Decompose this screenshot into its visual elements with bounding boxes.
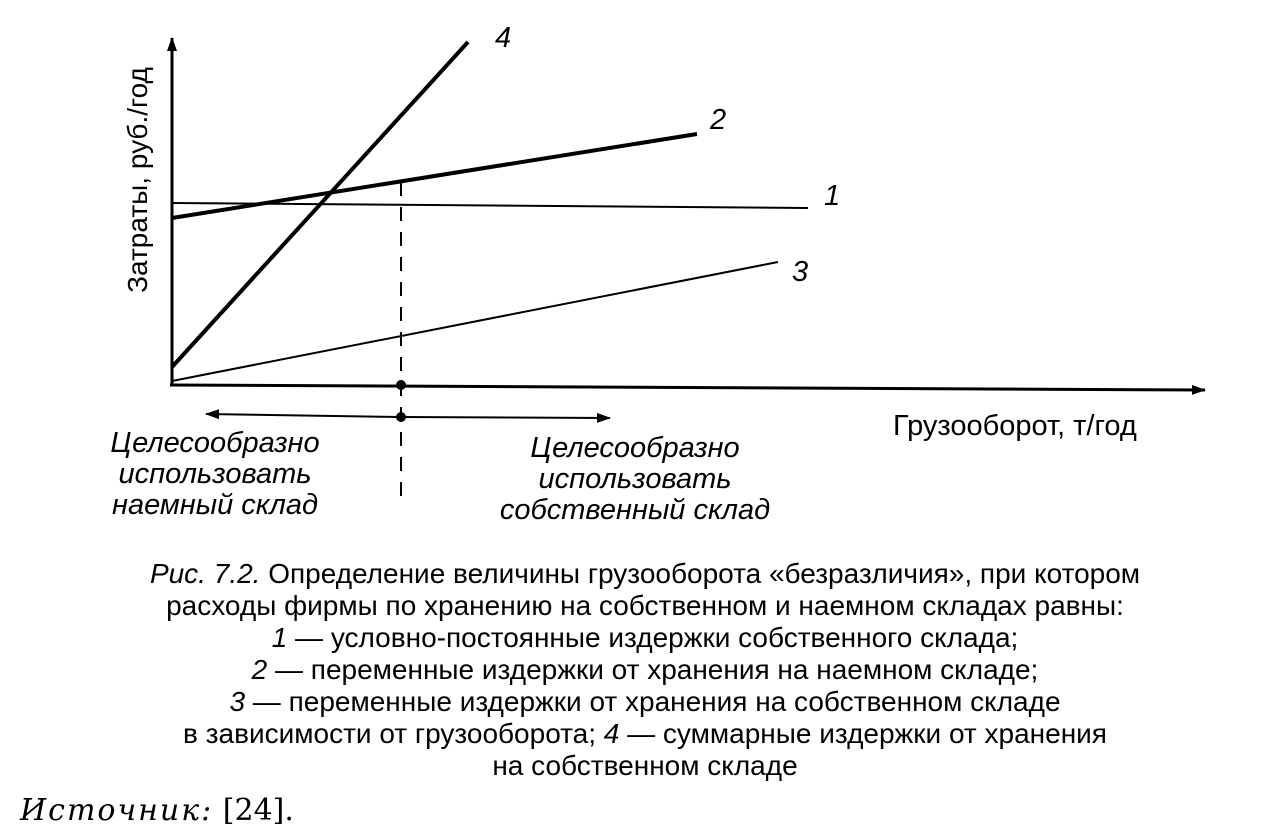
caption-item-3 [20,686,1270,718]
source-label: Источник: [20,793,214,828]
zone-left-line-3: наемный склад [112,489,318,521]
zone-right-line-1: Целесообразно [530,432,740,464]
zone-left-line-2: использовать [118,458,312,490]
caption-item-2 [20,654,1270,686]
source-ref: [24]. [213,793,294,828]
caption-line-7: на собственном складе [492,750,798,781]
caption-item-1-text: — условно-постоянные издержки собственного склада; [287,622,1019,653]
caption-line-6-text: в зависимости от грузооборота; [183,718,604,749]
caption-line-6 [20,718,1270,750]
caption-item-3-text: — переменные издержки от хранения на собственном складе [245,686,1061,717]
caption-line-1 [20,558,1270,590]
x-axis [170,385,1205,390]
zone-right-line-3: собственный склад [499,494,771,526]
caption-item-1 [20,622,1270,654]
arrow-left-leased-zone [206,414,401,417]
caption-title: Определение величины грузооборота «безразличия», при котором [260,558,1141,589]
caption-line-2: расходы фирмы по хранению на собственном и наемном складах равны: [166,590,1124,621]
x-axis-label: Грузооборот, т/год [893,410,1137,442]
caption-item-2-number: 2 [251,654,268,685]
zone-left-line-1: Целесообразно [110,427,320,459]
line-3-own-variable-costs [172,262,778,381]
caption-item-4-number: 4 [603,718,620,749]
caption-item-1-number: 1 [271,622,288,653]
arrow-right-own-zone [401,417,610,418]
caption-item-4-text: — суммарные издержки от хранения [619,718,1107,749]
line-number-1: 1 [824,180,841,212]
caption-figure-number: Рис. 7.2. [149,558,261,589]
zone-right-label [460,433,810,526]
indifference-point-axis [396,380,406,390]
y-axis-label-text: Затраты, руб./год [122,67,153,293]
line-number-2: 2 [710,104,727,136]
caption-item-2-text: — переменные издержки от хранения на наемном складе; [267,654,1039,685]
figure-caption [20,558,1270,782]
line-number-4: 4 [495,22,512,54]
zone-right-line-2: использовать [538,463,732,495]
caption-item-3-number: 3 [229,686,246,717]
line-number-3: 3 [792,256,809,288]
zone-left-label [60,428,370,521]
source-reference [20,793,294,828]
